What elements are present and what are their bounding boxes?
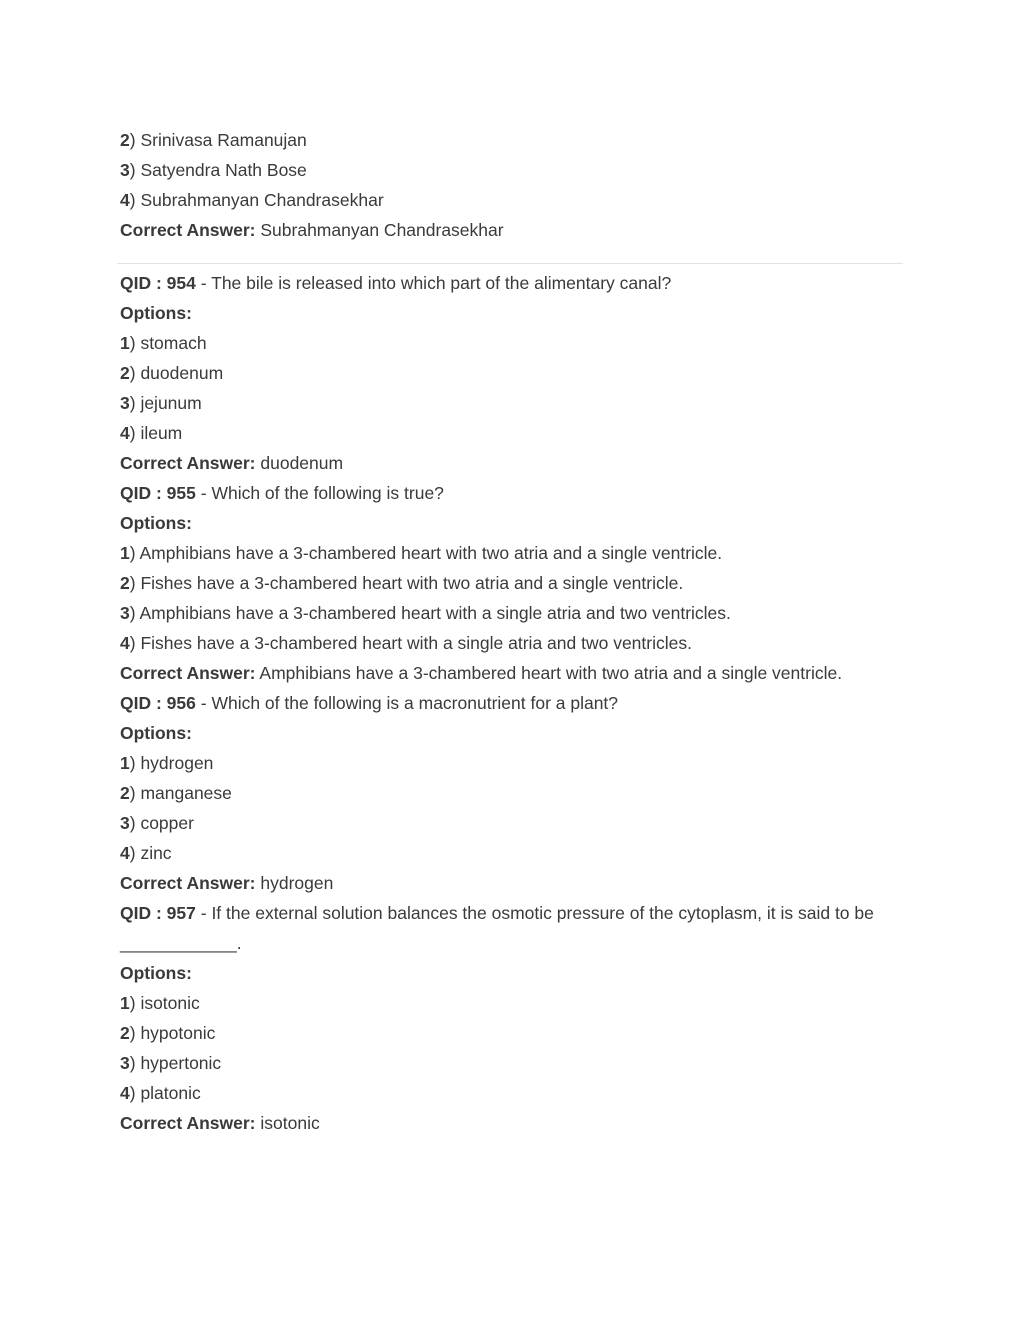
option-paren: ) (129, 1083, 141, 1103)
option-row (120, 838, 905, 868)
options-heading: Options: (120, 513, 192, 533)
option-number: 1 (120, 543, 130, 563)
option-row (120, 185, 905, 215)
option-paren: ) (129, 393, 141, 413)
option-number: 2 (120, 573, 130, 593)
option-text: Amphibians have a 3-chambered heart with a single atria and two ventricles. (139, 603, 731, 623)
option-number: 2 (120, 783, 130, 803)
question-block (120, 478, 905, 688)
option-text: copper (140, 813, 194, 833)
option-paren: ) (129, 1023, 141, 1043)
document-page (120, 125, 905, 1138)
qid-number: 956 (166, 693, 196, 713)
option-number: 4 (120, 1083, 130, 1103)
qid-number: 955 (166, 483, 196, 503)
option-row (120, 808, 905, 838)
qid-label: QID : 956 (120, 693, 196, 713)
option-row (120, 988, 905, 1018)
option-paren: ) (129, 160, 141, 180)
option-number: 2 (120, 1023, 130, 1043)
correct-answer-row (120, 868, 905, 898)
option-number: 1 (120, 993, 130, 1013)
option-text: jejunum (140, 393, 202, 413)
option-row (120, 388, 905, 418)
options-heading: Options: (120, 723, 192, 743)
question-text: Which of the following is true? (211, 483, 444, 503)
option-text: manganese (140, 783, 232, 803)
option-row (120, 1048, 905, 1078)
question-text: If the external solution balances the osmotic pressure of the cytoplasm, it is said to be ____________. (120, 903, 874, 953)
option-row (120, 598, 905, 628)
qid-label: QID : 955 (120, 483, 196, 503)
qid-dash: - (195, 483, 212, 503)
question-block (120, 268, 905, 478)
qid-dash: - (195, 903, 212, 923)
qid-dash: - (195, 693, 212, 713)
option-row (120, 1078, 905, 1108)
options-heading: Options: (120, 963, 192, 983)
correct-answer-label: Correct Answer: (120, 663, 256, 683)
option-number: 3 (120, 813, 130, 833)
option-number: 3 (120, 160, 130, 180)
option-paren: ) (129, 1053, 141, 1073)
option-number: 2 (120, 130, 130, 150)
option-number: 2 (120, 363, 130, 383)
option-paren: ) (129, 190, 141, 210)
option-number: 3 (120, 1053, 130, 1073)
option-text: ileum (140, 423, 183, 443)
option-paren: ) (129, 543, 140, 563)
question-row (120, 478, 905, 508)
question-row (120, 898, 905, 958)
option-row (120, 328, 905, 358)
option-text: duodenum (140, 363, 224, 383)
option-paren: ) (129, 633, 141, 653)
option-text: isotonic (140, 993, 200, 1013)
option-paren: ) (129, 783, 141, 803)
qid-number: 957 (166, 903, 196, 923)
option-row (120, 628, 905, 658)
correct-answer-label: Correct Answer: (120, 873, 256, 893)
qid-number: 954 (166, 273, 196, 293)
correct-answer-label: Correct Answer: (120, 220, 256, 240)
question-row (120, 688, 905, 718)
option-text: Fishes have a 3-chambered heart with a single atria and two ventricles. (140, 633, 692, 653)
option-text: hypertonic (140, 1053, 222, 1073)
correct-answer-text: hydrogen (260, 873, 334, 893)
qid-label: QID : 957 (120, 903, 196, 923)
correct-answer-text: duodenum (260, 453, 344, 473)
divider (117, 263, 903, 264)
option-paren: ) (129, 333, 141, 353)
option-text: platonic (140, 1083, 201, 1103)
option-paren: ) (129, 753, 141, 773)
option-text: Amphibians have a 3-chambered heart with two atria and a single ventricle. (139, 543, 723, 563)
option-text: stomach (140, 333, 207, 353)
option-number: 1 (120, 753, 130, 773)
question-text: The bile is released into which part of the alimentary canal? (211, 273, 672, 293)
option-paren: ) (129, 423, 141, 443)
option-row (120, 418, 905, 448)
option-row (120, 778, 905, 808)
option-number: 3 (120, 603, 130, 623)
option-paren: ) (129, 843, 141, 863)
correct-answer-row (120, 448, 905, 478)
question-block (120, 688, 905, 898)
option-row (120, 538, 905, 568)
option-number: 1 (120, 333, 130, 353)
option-text: Fishes have a 3-chambered heart with two atria and a single ventricle. (140, 573, 684, 593)
option-number: 4 (120, 190, 130, 210)
option-text: hydrogen (140, 753, 214, 773)
qid-dash: - (195, 273, 212, 293)
correct-answer-text: isotonic (260, 1113, 320, 1133)
question-text: Which of the following is a macronutrient for a plant? (211, 693, 619, 713)
question-continued (120, 125, 905, 245)
option-paren: ) (129, 363, 141, 383)
option-text: Srinivasa Ramanujan (140, 130, 307, 150)
correct-answer-row (120, 658, 905, 688)
option-number: 4 (120, 633, 130, 653)
option-row (120, 568, 905, 598)
option-paren: ) (129, 130, 141, 150)
option-row (120, 1018, 905, 1048)
option-text: Satyendra Nath Bose (140, 160, 307, 180)
question-row (120, 268, 905, 298)
options-heading: Options: (120, 303, 192, 323)
option-paren: ) (129, 813, 141, 833)
correct-answer-text: Subrahmanyan Chandrasekhar (260, 220, 504, 240)
option-paren: ) (129, 603, 140, 623)
option-number: 4 (120, 843, 130, 863)
correct-answer-row (120, 215, 905, 245)
qid-label: QID : 954 (120, 273, 196, 293)
correct-answer-text: Amphibians have a 3-chambered heart with two atria and a single ventricle. (259, 663, 843, 683)
question-block (120, 898, 905, 1138)
option-text: Subrahmanyan Chandrasekhar (140, 190, 384, 210)
option-row (120, 358, 905, 388)
option-row (120, 125, 905, 155)
option-paren: ) (129, 993, 141, 1013)
option-paren: ) (129, 573, 141, 593)
correct-answer-label: Correct Answer: (120, 1113, 256, 1133)
option-row (120, 748, 905, 778)
option-text: zinc (140, 843, 172, 863)
correct-answer-label: Correct Answer: (120, 453, 256, 473)
option-number: 4 (120, 423, 130, 443)
option-row (120, 155, 905, 185)
option-number: 3 (120, 393, 130, 413)
correct-answer-row (120, 1108, 905, 1138)
option-text: hypotonic (140, 1023, 216, 1043)
